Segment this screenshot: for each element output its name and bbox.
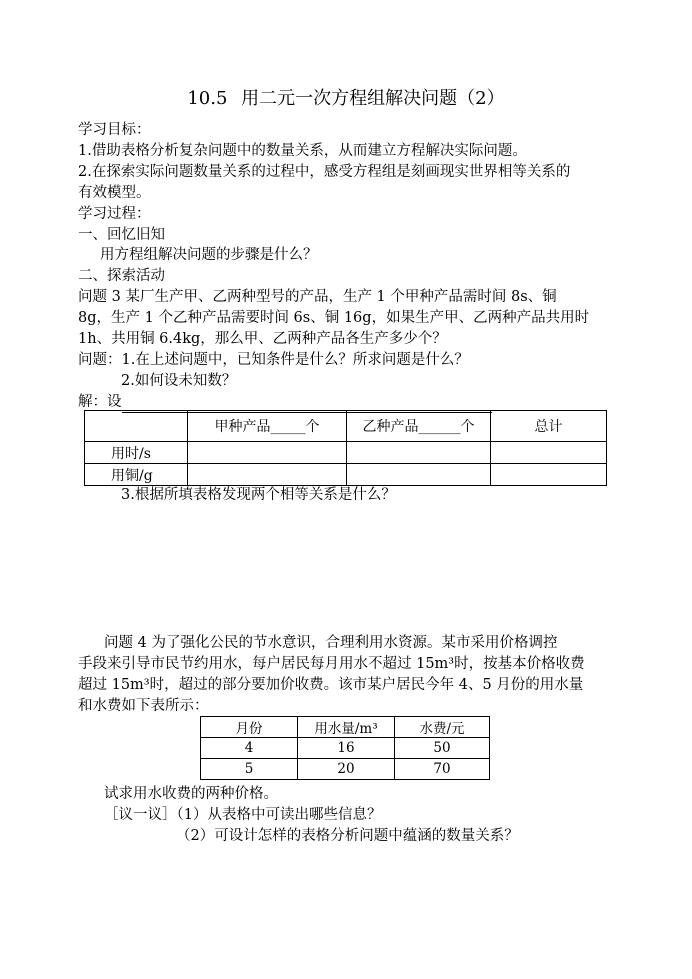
problem3-table: [84, 410, 607, 486]
page-title: [0, 86, 692, 112]
part1-heading: 一、回忆旧知: [78, 227, 165, 243]
table-row: [201, 759, 490, 780]
table-cell[interactable]: [347, 442, 491, 464]
problem4-ask: 试求用水收费的两种价格。: [104, 786, 278, 802]
header-cell: 乙种产品______个: [347, 411, 491, 442]
table-cell: 70: [395, 759, 490, 780]
row-label: 用铜/g: [85, 464, 188, 486]
table-cell[interactable]: [491, 464, 607, 486]
header-cell: 用水量/m³: [298, 717, 395, 738]
header-cell: 甲种产品_____个: [188, 411, 347, 442]
problem3-line3: 1h、共用铜 6.4kg，那么甲、乙两种产品各生产多少个？: [78, 331, 447, 347]
objectives-heading: 学习目标：: [78, 122, 151, 138]
problem4-line2: 手段来引导市民节约用水，每户居民每月用水不超过 15m³时，按基本价格收费: [78, 656, 585, 672]
header-cell: 水费/元: [395, 717, 490, 738]
solution-label: 解：设: [78, 394, 122, 410]
part2-heading: 二、探索活动: [78, 268, 165, 284]
problem3-line2: 8g，生产 1 个乙种产品需要时间 6s、铜 16g，如果生产甲、乙两种产品共用时: [78, 310, 590, 326]
table-cell[interactable]: [347, 464, 491, 486]
table-cell[interactable]: [491, 442, 607, 464]
problem4-line1: 问题 4 为了强化公民的节水意识，合理利用水资源。某市采用价格调控: [104, 635, 558, 651]
table-cell: 5: [201, 759, 298, 780]
table-header-row: [85, 411, 607, 442]
table-row: [85, 464, 607, 486]
table-cell[interactable]: [188, 464, 347, 486]
table-cell: 50: [395, 738, 490, 759]
table-cell: 4: [201, 738, 298, 759]
problem3-question1: 问题：1.在上述问题中，已知条件是什么？所求问题是什么？: [78, 352, 469, 368]
part1-question: 用方程组解决问题的步骤是什么？: [100, 247, 318, 263]
table-row: [85, 442, 607, 464]
problem3-question3: 3.根据所填表格发现两个相等关系是什么？: [121, 487, 396, 503]
objective-1: 1.借助表格分析复杂问题中的数量关系，从而建立方程解决实际问题。: [78, 143, 527, 159]
table-header-row: [201, 717, 490, 738]
process-heading: 学习过程：: [78, 206, 151, 222]
table-row: [201, 738, 490, 759]
title-number: 10.5: [187, 88, 228, 109]
discuss-1: ［议一议］（1）从表格中可读出哪些信息？: [104, 807, 382, 823]
problem4-line3: 超过 15m³时，超过的部分要加价收费。该市某户居民今年 4、5 月份的用水量: [78, 677, 584, 693]
table-cell: 20: [298, 759, 395, 780]
water-fee-table: [200, 716, 490, 780]
title-text: 用二元一次方程组解决问题（2）: [241, 88, 505, 109]
objective-2-line1: 2.在探索实际问题数量关系的过程中，感受方程组是刻画现实世界相等关系的: [78, 164, 571, 180]
header-cell: 总计: [491, 411, 607, 442]
header-cell: 月份: [201, 717, 298, 738]
table-cell[interactable]: [188, 442, 347, 464]
table-cell: 16: [298, 738, 395, 759]
problem3-question2: 2.如何设未知数？: [121, 373, 237, 389]
header-cell: [85, 411, 188, 442]
row-label: 用时/s: [85, 442, 188, 464]
problem3-line1: 问题 3 某厂生产甲、乙两种型号的产品，生产 1 个甲种产品需时间 8s、铜: [78, 289, 557, 305]
problem4-line4: 和水费如下表所示：: [78, 698, 209, 714]
discuss-2: （2）可设计怎样的表格分析问题中蕴涵的数量关系？: [176, 828, 519, 844]
objective-2-line2: 有效模型。: [78, 185, 151, 201]
